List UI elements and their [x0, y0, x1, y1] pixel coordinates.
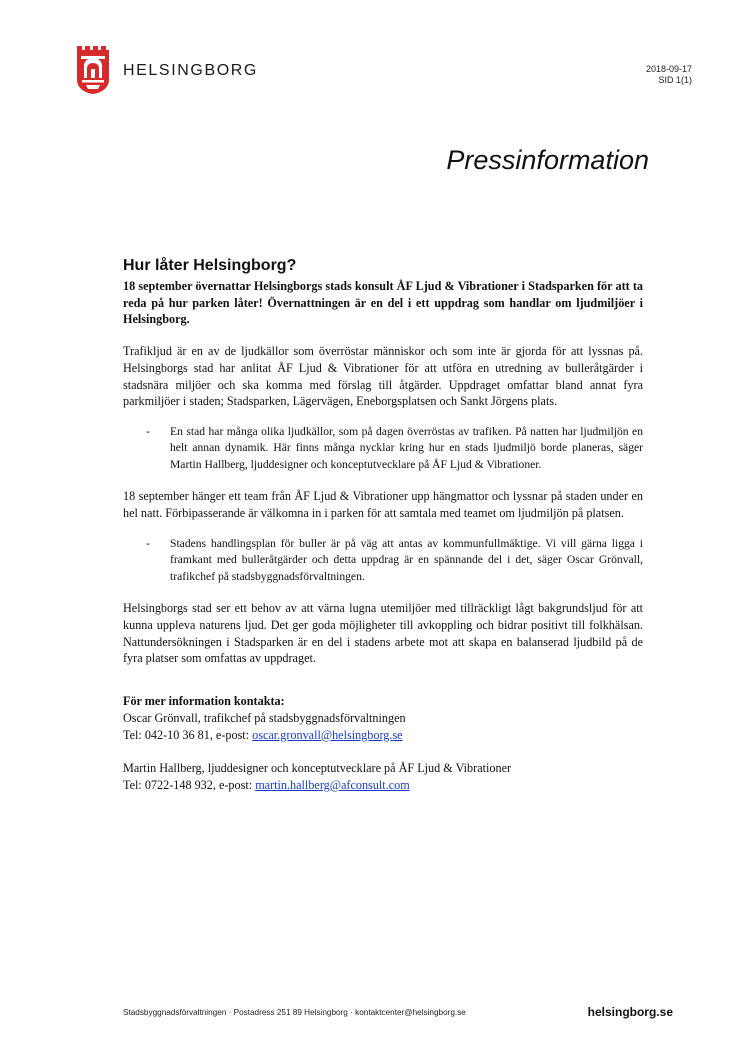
footer-website: helsingborg.se	[587, 1005, 673, 1019]
quote-2-text: Stadens handlingsplan för buller är på väg att antas av kommunfullmäktige. Vi vill gärna ligga i framkant med bulleråtgärder och detta uppdrag är en spännande del i det, säger Oscar Grönvall, trafikchef på stadsbyggnadsförvaltningen.	[170, 536, 643, 583]
contact-2-line	[123, 777, 643, 794]
footer-address: Stadsbyggnadsförvaltningen · Postadress 251 89 Helsingborg · kontaktcenter@helsingborg.se	[123, 1008, 466, 1017]
quote-dash: -	[146, 424, 150, 438]
contact-1-tel: Tel: 042-10 36 81, e-post:	[123, 727, 253, 742]
contact-2-name: Martin Hallberg, ljuddesigner och konceptutvecklare på ÅF Ljud & Vibrationer	[123, 761, 512, 776]
paragraph-3: Helsingborgs stad ser ett behov av att värna lugna utemiljöer med tillräckligt lågt bakgrundsljud för att kunna uppleva naturens ljud. Det ger goda möjligheter till avkoppling och bidrar positivt till folkhälsan. Nattundersökningen i Stadsparken är en del i stadens arbete mot att skapa en balanserad ljudbild på de fyra platser som omfattas av uppdraget.	[123, 601, 643, 666]
article-body	[123, 256, 643, 794]
paragraph-1: Trafikljud är en av de ljudkällor som överröstar människor och som inte är gjorda för att lyssnas på. Helsingborgs stad har anlitat ÅF Ljud & Vibrationer för att utföra en utredning av bulleråtgärder i stadsnära miljöer och ska komma med förslag till åtgärder. Uppdraget omfattar bland annat fyra parkmiljöer i staden; Stadsparken, Lägervägen, Eneborgsplatsen och Sankt Jörgens plats.	[123, 344, 643, 409]
contact-section	[123, 693, 643, 794]
quote-dash: -	[146, 536, 150, 550]
brand-name: HELSINGBORG	[123, 62, 258, 79]
contact-1-email-link[interactable]: oscar.gronvall@helsingborg.se	[252, 727, 403, 742]
document-meta	[646, 64, 692, 86]
quote-2	[123, 536, 643, 586]
article-lead: 18 september övernattar Helsingborgs stads konsult ÅF Ljud & Vibrationer i Stadsparken för att ta reda på hur parken låter! Övernattningen är en del i ett uppdrag som handlar om ljudmiljöer i Helsingborg.	[123, 279, 643, 327]
contact-1-name: Oscar Grönvall, trafikchef på stadsbyggnadsförvaltningen	[123, 710, 406, 725]
paragraph-2: 18 september hänger ett team från ÅF Ljud & Vibrationer upp hängmattor och lyssnar på staden under en hel natt. Förbipasserande är välkomna in i parken för att samtala med teamet om ljudmiljön på platsen.	[123, 489, 643, 521]
contact-2-tel: Tel: 0722-148 932, e-post:	[123, 777, 256, 792]
helsingborg-logo-icon	[76, 44, 110, 98]
contact-1-line	[123, 727, 643, 744]
page-number: SID 1(1)	[658, 75, 692, 85]
contact-title: För mer information kontakta:	[123, 694, 285, 709]
quote-1-text: En stad har många olika ljudkällor, som på dagen överröstas av trafiken. På natten har ljudmiljön en helt annan dynamik. Här finns många nycklar kring hur en stads ljudmiljö borde planeras, säger Martin Hallberg, ljuddesigner och konceptutvecklare på ÅF Ljud & Vibrationer.	[170, 424, 643, 471]
contact-2-email-link[interactable]: martin.hallberg@afconsult.com	[255, 777, 410, 792]
document-type: Pressinformation	[446, 145, 649, 175]
article-title: Hur låter Helsingborg?	[123, 257, 297, 274]
quote-1	[123, 424, 643, 474]
document-date: 2018-09-17	[645, 64, 692, 74]
